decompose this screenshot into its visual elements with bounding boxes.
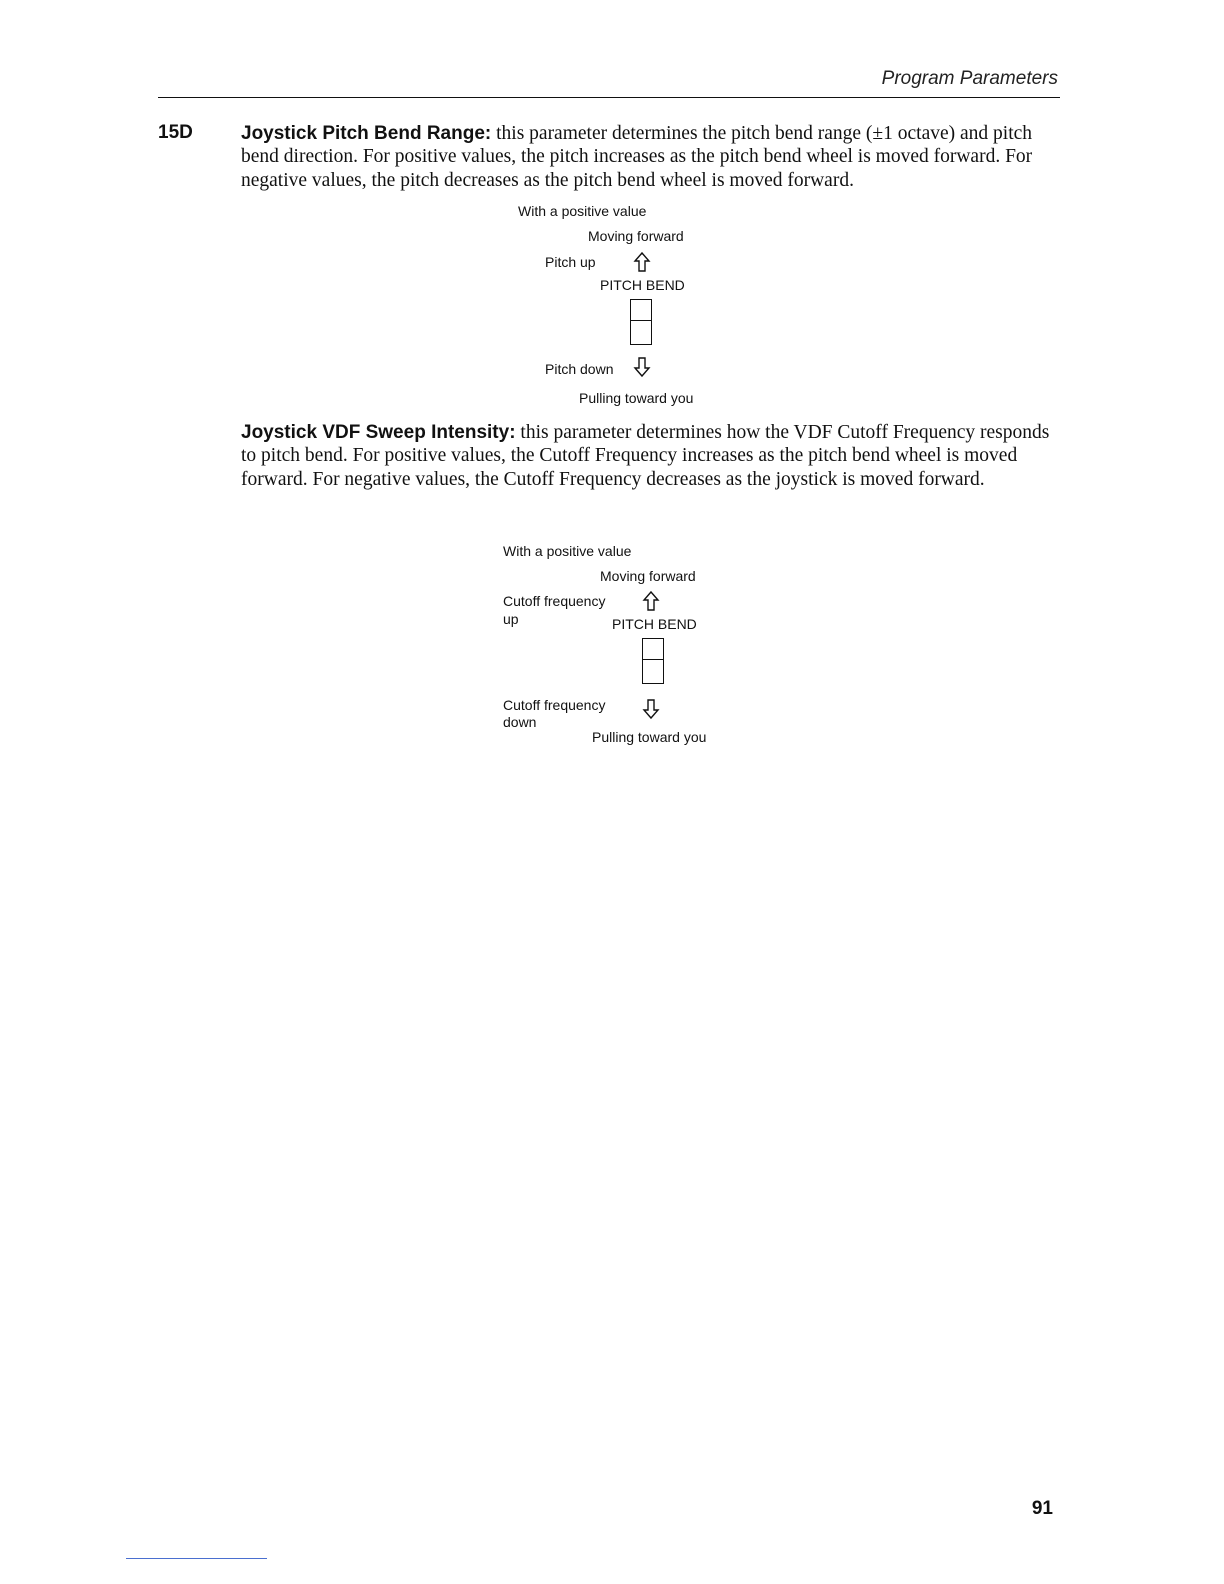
slider-divider <box>643 659 663 660</box>
cutoff-up-label: Cutoff frequency <box>503 593 606 609</box>
diagram-caption: With a positive value <box>518 203 647 219</box>
up-arrow-icon <box>634 252 650 272</box>
pitch-up-label: Pitch up <box>545 254 596 270</box>
page-number: 91 <box>1031 1498 1053 1519</box>
up-arrow-icon <box>643 591 659 611</box>
pitch-down-label: Pitch down <box>545 361 614 377</box>
param-description: this parameter determines how the VDF Cutoff Frequency responds to pitch bend. For positive values, the Cutoff Frequency increases as the pitch bend wheel is moved forward. For negative values, the Cutoff Frequency decreases as the joystick is moved forward. <box>241 422 1050 490</box>
param-vdf-sweep-intensity <box>241 421 1061 491</box>
slider-divider <box>631 320 651 321</box>
pulling-toward-label: Pulling toward you <box>579 390 694 406</box>
pitch-bend-label: PITCH BEND <box>600 277 685 293</box>
page-header-title: Program Parameters <box>881 68 1058 89</box>
down-arrow-icon <box>643 699 659 719</box>
param-title: Joystick VDF Sweep Intensity: <box>241 422 516 443</box>
diagram-caption: With a positive value <box>503 543 632 559</box>
header-divider <box>158 97 1060 98</box>
down-arrow-icon <box>634 357 650 377</box>
footer-rule <box>126 1558 267 1559</box>
param-description: this parameter determines the pitch bend range (±1 octave) and pitch bend direction. For positive values, the pitch increases as the pitch bend wheel is moved forward. For negative values, the pitch decreases as the pitch bend wheel is moved forward. <box>241 123 1033 191</box>
param-title: Joystick Pitch Bend Range: <box>241 123 492 144</box>
pitch-bend-slider <box>642 638 664 684</box>
cutoff-up-label-suffix: up <box>503 611 519 627</box>
cutoff-down-label-suffix: down <box>503 714 537 730</box>
moving-forward-label: Moving forward <box>600 568 696 584</box>
pitch-bend-slider <box>630 299 652 345</box>
param-pitch-bend-range <box>241 122 1061 192</box>
pulling-toward-label: Pulling toward you <box>592 729 707 745</box>
pitch-bend-label: PITCH BEND <box>612 616 697 632</box>
section-number: 15D <box>158 122 193 143</box>
moving-forward-label: Moving forward <box>588 228 684 244</box>
cutoff-down-label: Cutoff frequency <box>503 697 606 713</box>
